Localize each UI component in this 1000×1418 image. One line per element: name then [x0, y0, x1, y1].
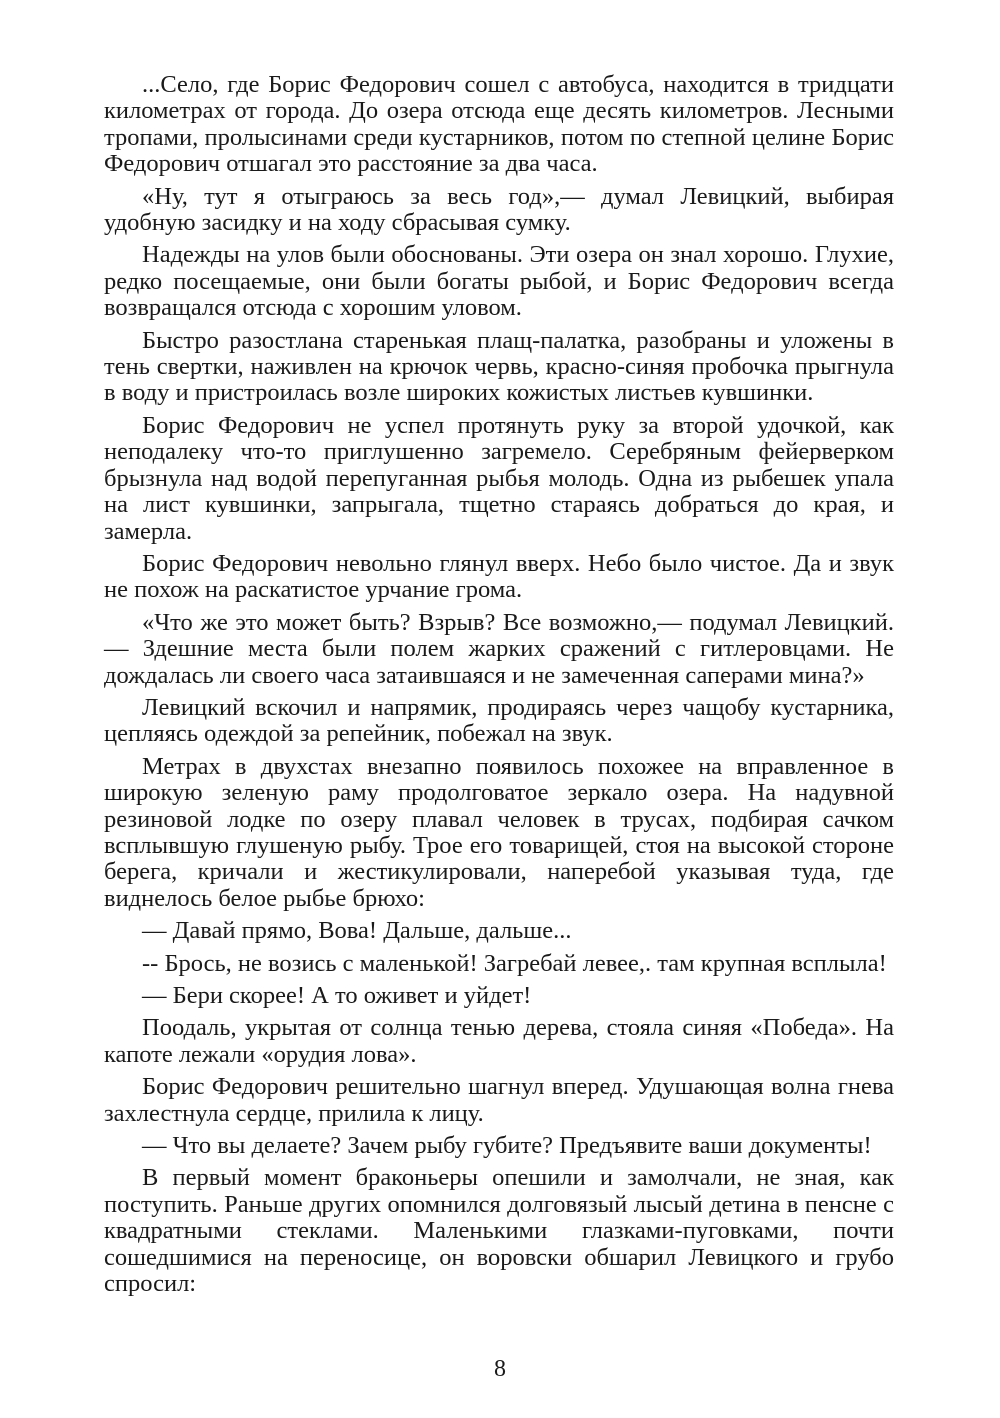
paragraph: Поодаль, укрытая от солнца тенью дерева, стояла синяя «Победа». На капоте лежали «орудия лова». [104, 1014, 894, 1068]
paragraph: Метрах в двухстах внезапно появилось похожее на вправленное в широкую зеленую раму продолговатое зеркало озера. На надувной резиновой лодке по озеру плавал человек в трусах, подбирая сачком всплывшую глушеную рыбу. Трое его товарищей, стоя на высокой стороне берега, кричали и жестикулировали, наперебой указывая туда, где виднелось белое рыбье брюхо: [104, 752, 894, 912]
dialogue-line: -- Брось, не возись с маленькой! Загребай левее,. там крупная всплыла! [142, 949, 887, 977]
paragraph: Надежды на улов были обоснованы. Эти озера он знал хорошо. Глухие, редко посещаемые, они были богаты рыбой, и Борис Федорович всегда возвращался отсюда с хорошим уловом. [104, 241, 894, 322]
paragraph: «Что же это может быть? Взрыв? Все возможно,— подумал Левицкий.— Здешние места были полем жарких сражений с гитлеровцами. Не дождалась ли своего часа затаившаяся и не замеченная саперами мина?» [104, 608, 894, 689]
page-body [104, 72, 894, 1303]
paragraph: Левицкий вскочил и напрямик, продираясь через чащобу кустарника, цепляясь одеждой за репейник, побежал на звук. [104, 693, 894, 748]
paragraph: Борис Федорович решительно шагнул вперед. Удушающая волна гнева захлестнула сердце, прилила к лицу. [104, 1073, 894, 1127]
paragraph: Быстро разостлана старенькая плащ-палатка, разобраны и уложены в тень свертки, наживлен на крючок червь, красно-синяя пробочка прыгнула в воду и пристроилась возле широких кожистых листьев кувшинки. [104, 326, 894, 407]
dialogue-line: — Давай прямо, Вова! Дальше, дальше... [142, 917, 572, 945]
dialogue-line: — Бери скорее! А то оживет и уйдет! [142, 982, 532, 1009]
paragraph: Борис Федорович невольно глянул вверх. Небо было чистое. Да и звук не похож на раскатистое урчание грома. [104, 549, 894, 604]
dialogue-line: — Что вы делаете? Зачем рыбу губите? Предъявите ваши документы! [142, 1132, 872, 1160]
paragraph: В первый момент браконьеры опешили и замолчали, не зная, как поступить. Раньше других опомнился долговязый лысый детина в пенсне с квадратными стеклами. Маленькими глазками-пуговками, почти сошедшимися на переносице, он воровски обшарил Левицкого и грубо спросил: [104, 1164, 894, 1298]
paragraph: Борис Федорович не успел протянуть руку за второй удочкой, как неподалеку что-то приглушенно загремело. Серебряным фейерверком брызнула над водой перепуганная рыбья молодь. Одна из рыбешек упала на лист кувшинки, запрыгала, тщетно стараясь добраться до края, и замерла. [104, 411, 894, 545]
paragraph: ...Село, где Борис Федорович сошел с автобуса, находится в тридцати километрах от города. До озера отсюда еще десять километров. Лесными тропами, пролысинами среди кустарников, потом по степной целине Борис Федорович отшагал это расстояние за два часа. [104, 71, 894, 178]
paragraph: «Ну, тут я отыграюсь за весь год»,— думал Левицкий, выбирая удобную засидку и на ходу сбрасывая сумку. [104, 182, 894, 237]
page-number: 8 [494, 1356, 506, 1382]
